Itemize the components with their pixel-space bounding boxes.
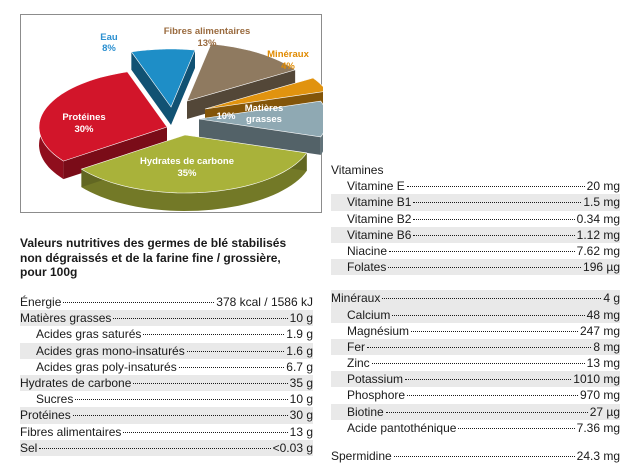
dot-leader: [382, 298, 601, 299]
spermidine-label: Spermidine: [331, 449, 392, 463]
nutrient-value: 48 mg: [586, 307, 620, 322]
dot-leader: [386, 412, 588, 413]
dot-leader: [411, 331, 578, 332]
pie-chart-svg: [21, 15, 323, 214]
pie-chart: [20, 14, 322, 213]
nutrition-table-left: [20, 294, 313, 456]
nutrient-label: Acides gras mono-insaturés: [36, 343, 185, 358]
dot-leader: [372, 363, 585, 364]
nutrition-table-right: [331, 162, 620, 464]
nutrient-value: 7.36 mg: [576, 420, 620, 435]
dot-leader: [63, 302, 214, 303]
nutrient-row: [20, 391, 313, 407]
nutrient-row: [331, 307, 620, 323]
dot-leader: [133, 383, 287, 384]
nutrient-row: [331, 404, 620, 420]
nutrient-row: [331, 194, 620, 210]
nutrient-value: 247 mg: [579, 323, 620, 338]
nutrient-label: Magnésium: [347, 323, 410, 338]
dot-leader: [407, 395, 578, 396]
label-hydrates-pct: 35%: [177, 168, 197, 179]
nutrient-value: 13 mg: [586, 356, 620, 371]
nutrient-value: 1.6 g: [286, 343, 313, 358]
nutrient-row: [20, 375, 313, 391]
dot-leader: [143, 334, 284, 335]
nutrient-label: Folates: [347, 260, 387, 275]
nutrient-value: 30 g: [289, 408, 313, 423]
table-title-line: Valeurs nutritives des germes de blé stabilisés: [20, 236, 287, 250]
dot-leader: [367, 347, 591, 348]
nutrient-label: Sucres: [36, 392, 74, 407]
label-mineraux-pct: 4%: [281, 61, 295, 72]
nutrient-row: [331, 227, 620, 243]
nutrient-label: Énergie: [20, 295, 62, 309]
nutrient-row: [20, 440, 313, 456]
nutrient-row: [20, 343, 313, 359]
dot-leader: [389, 251, 575, 252]
vitamins-heading: Vitamines: [331, 163, 384, 177]
dot-leader: [73, 415, 288, 416]
nutrient-row: [331, 371, 620, 387]
nutrient-value: 1.12 mg: [576, 227, 620, 242]
label-fibres-pct: 13%: [197, 38, 217, 49]
nutrient-label: Vitamine B1: [347, 195, 412, 210]
nutrient-label: Acide pantothénique: [347, 420, 457, 435]
nutrient-row: [20, 294, 313, 310]
spermidine-value: 24.3 mg: [576, 449, 620, 463]
nutrient-label: Niacine: [347, 243, 388, 258]
dot-leader: [407, 186, 585, 187]
nutrient-row: [20, 326, 313, 342]
dot-leader: [75, 399, 287, 400]
minerals-heading: Minéraux: [331, 291, 381, 306]
dot-leader: [413, 202, 581, 203]
nutrient-value: 6.7 g: [286, 359, 313, 374]
nutrient-value: 1.5 mg: [583, 195, 620, 210]
nutrient-value: 7.62 mg: [576, 243, 620, 258]
table-title-line: non dégraissés et de la farine fine / grossière,: [20, 250, 281, 265]
nutrient-row: [331, 355, 620, 371]
minerals-value: 4 g: [603, 291, 620, 306]
minerals-heading-row: [331, 290, 620, 306]
vitamins-heading-row: [331, 162, 620, 178]
nutrient-row: [20, 424, 313, 440]
table-title: [20, 236, 320, 280]
minerals-list: [331, 307, 620, 437]
nutrient-value: 970 mg: [579, 388, 620, 403]
label-proteines-name: Protéines: [62, 112, 106, 123]
nutrient-value: 10 g: [289, 392, 313, 407]
nutrient-value: <0.03 g: [272, 440, 313, 455]
nutrient-row: [331, 339, 620, 355]
nutrient-value: 35 g: [289, 375, 313, 390]
nutrient-label: Vitamine E: [347, 179, 405, 194]
label-grasses-pct: 10%: [216, 111, 236, 122]
label-hydrates-name: Hydrates de carbone: [140, 156, 234, 167]
nutrient-label: Acides gras saturés: [36, 327, 142, 342]
nutrient-value: 10 g: [289, 311, 313, 326]
dot-leader: [388, 267, 581, 268]
nutrient-value: 196 µg: [583, 260, 620, 275]
nutrient-label: Potassium: [347, 372, 404, 387]
nutrient-label: Vitamine B6: [347, 227, 412, 242]
nutrient-value: 1010 mg: [573, 372, 620, 387]
nutrient-label: Protéines: [20, 408, 71, 423]
table-title-line: pour 100g: [20, 265, 78, 279]
nutrient-row: [331, 211, 620, 227]
dot-leader: [405, 379, 571, 380]
label-proteines-pct: 30%: [74, 124, 94, 135]
label-fibres-name: Fibres alimentaires: [163, 26, 251, 37]
dot-leader: [413, 235, 574, 236]
label-grasses-name-2: grasses: [246, 114, 282, 125]
nutrient-row: [20, 359, 313, 375]
spermidine-row: [331, 448, 620, 464]
label-eau-name: Eau: [100, 32, 118, 43]
vitamins-list: [331, 178, 620, 275]
nutrient-row: [331, 420, 620, 436]
nutrient-value: 0.34 mg: [576, 211, 620, 226]
nutrient-label: Fibres alimentaires: [20, 424, 122, 439]
nutrient-label: Calcium: [347, 307, 391, 322]
dot-leader: [458, 428, 574, 429]
dot-leader: [179, 367, 285, 368]
nutrient-label: Biotine: [347, 404, 384, 419]
nutrient-value: 20 mg: [586, 179, 620, 194]
nutrient-value: 27 µg: [589, 404, 620, 419]
dot-leader: [113, 318, 287, 319]
nutrient-label: Acides gras poly-insaturés: [36, 359, 177, 374]
nutrient-label: Phosphore: [347, 388, 406, 403]
nutrient-row: [331, 243, 620, 259]
dot-leader: [187, 351, 285, 352]
label-eau-pct: 8%: [102, 43, 116, 54]
nutrient-value: 1.9 g: [286, 327, 313, 342]
nutrient-label: Sel: [20, 440, 38, 455]
nutrient-label: Fer: [347, 339, 365, 354]
nutrient-label: Hydrates de carbone: [20, 375, 132, 390]
nutrient-value: 8 mg: [593, 339, 620, 354]
nutrient-row: [20, 407, 313, 423]
nutrient-value: 13 g: [289, 424, 313, 439]
dot-leader: [123, 432, 287, 433]
nutrient-label: Matières grasses: [20, 311, 112, 326]
nutrient-row: [331, 178, 620, 194]
nutrient-row: [331, 259, 620, 275]
nutrient-label: Vitamine B2: [347, 211, 412, 226]
label-grasses-name-1: Matières: [244, 103, 284, 114]
dot-leader: [39, 448, 270, 449]
nutrient-row: [20, 310, 313, 326]
label-mineraux-name: Minéraux: [267, 49, 309, 60]
dot-leader: [394, 456, 575, 457]
dot-leader: [392, 315, 584, 316]
nutrient-label: Zinc: [347, 356, 370, 371]
nutrient-row: [331, 387, 620, 403]
nutrient-value: 378 kcal / 1586 kJ: [216, 295, 313, 309]
dot-leader: [413, 219, 574, 220]
nutrient-row: [331, 323, 620, 339]
